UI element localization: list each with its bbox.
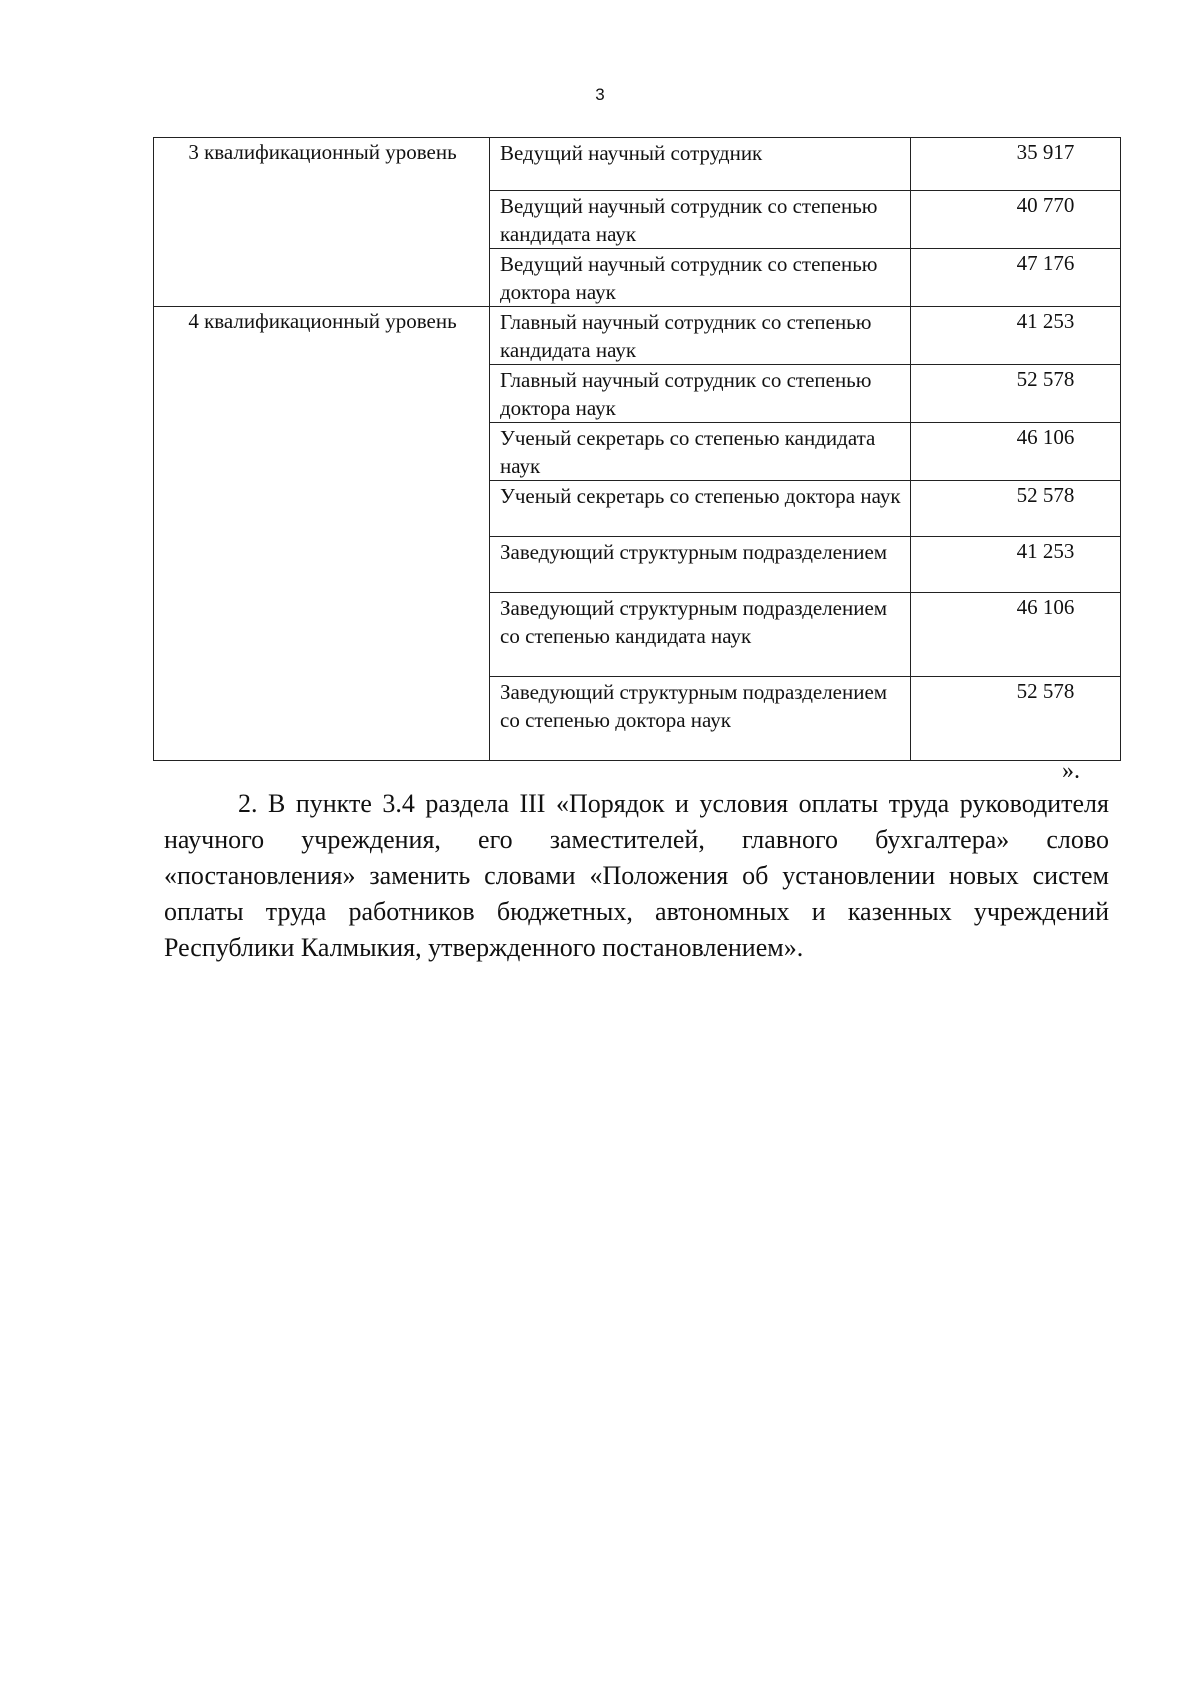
amount-cell: 41 253 <box>911 307 1121 365</box>
closing-quote-mark: ». <box>1062 758 1080 784</box>
position-cell: Ученый секретарь со степенью кандидата наук <box>490 423 911 481</box>
page-number: 3 <box>595 85 605 104</box>
amendment-paragraph: 2. В пункте 3.4 раздела III «Порядок и условия оплаты труда руководителя научного учреждения, его заместителей, главного бухгалтера» слово «постановления» заменить словами «Положения об установлении новых систем оплаты труда работников бюджетных, автономных и казенных учреждений Республики Калмыкия, утвержденного постановлением». <box>164 789 1109 962</box>
amount-cell: 41 253 <box>911 537 1121 593</box>
position-cell: Ведущий научный сотрудник со степенью кандидата наук <box>490 191 911 249</box>
amount-cell: 46 106 <box>911 423 1121 481</box>
salary-table <box>153 137 1121 761</box>
amount-cell: 40 770 <box>911 191 1121 249</box>
amount-cell: 46 106 <box>911 593 1121 677</box>
position-cell: Главный научный сотрудник со степенью доктора наук <box>490 365 911 423</box>
amount-cell: 52 578 <box>911 365 1121 423</box>
table-row <box>154 138 1121 191</box>
qualification-level-cell: 3 квалификационный уровень <box>154 138 490 307</box>
position-cell: Ученый секретарь со степенью доктора наук <box>490 481 911 537</box>
amount-cell: 35 917 <box>911 138 1121 191</box>
position-cell: Ведущий научный сотрудник со степенью доктора наук <box>490 249 911 307</box>
amount-cell: 47 176 <box>911 249 1121 307</box>
position-cell: Заведующий структурным подразделением <box>490 537 911 593</box>
qualification-level-cell: 4 квалификационный уровень <box>154 307 490 761</box>
amount-cell: 52 578 <box>911 677 1121 761</box>
position-cell: Главный научный сотрудник со степенью кандидата наук <box>490 307 911 365</box>
position-cell: Заведующий структурным подразделением со степенью доктора наук <box>490 677 911 761</box>
table-row <box>154 307 1121 365</box>
position-cell: Заведующий структурным подразделением со степенью кандидата наук <box>490 593 911 677</box>
position-cell: Ведущий научный сотрудник <box>490 138 911 191</box>
amount-cell: 52 578 <box>911 481 1121 537</box>
